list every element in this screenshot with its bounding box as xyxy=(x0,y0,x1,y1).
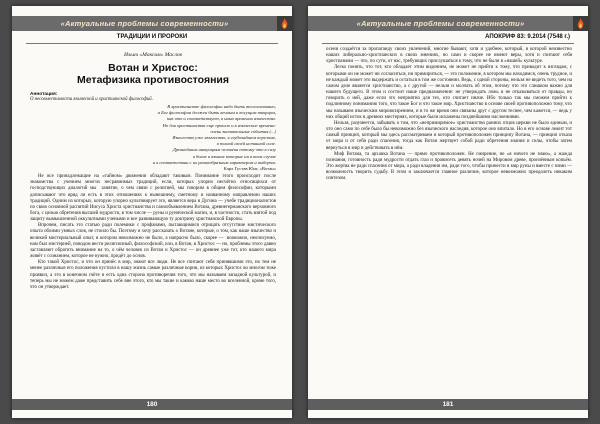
article-content xyxy=(30,92,276,291)
page-footer xyxy=(12,399,292,410)
title-line-1: Вотан и Христос: xyxy=(108,62,198,74)
epigraph-line: как это и соответствует, в иных временах язычества. xyxy=(167,116,276,122)
paragraph: Кто такой Христос, и что он принёс в мир, знают все люди. Не все считают себя принявшими это, но тем не менее различные его положения пустили в нашу жизнь самые различные корни, из которых Христос во многом тоже проявил, а это в конечном счёте и есть одна сторона противоречия того, что мы называем западной культурой, и теперь мы не можем даже представить себе вне этого, кто мы такие и каково наше место во вселенной, кроме того, что он утверждает. xyxy=(30,260,276,290)
issue-label: АПОКРИФ 83: 9.2014 (7548 г.) xyxy=(485,34,570,40)
abstract-text: О несовместимости языческой и христианской философий. xyxy=(30,97,153,102)
section-label: ТРАДИЦИИ И ПРОРОКИ xyxy=(116,34,188,40)
header-title: «Актуальные проблемы современности» xyxy=(356,19,525,28)
page-number: 181 xyxy=(442,401,454,408)
paragraph: Нельзя, разумеется, забывать о том, что «непримиримое» христианство ранних отцов церкви не было единым, и что оно само по себе было бы невозможно без языческого наследия, которое оно впитало. Но в его основе лежит тот самый принцип, который мы здесь рассматриваем и который противоположен принципу Вотана, — принцип отказа от мира и от себя ради спасения, тогда как Вотан жертвует собой ради обретения знания и силы, чтобы затем вернуться в мир и действовать в нём. xyxy=(326,120,572,151)
epigraph-line: очень значительные события (...) xyxy=(210,128,276,134)
epigraph-source: Карл Густав Юнг, «Вотан» xyxy=(223,166,276,172)
epigraph xyxy=(30,104,276,171)
header-divider xyxy=(322,43,574,44)
epigraph-line: в полной своей истинной силе. xyxy=(216,141,276,147)
epigraph-line: Язычество уже язычество, в глубочайшем переломе, xyxy=(172,135,276,141)
epigraph-line: Но для христианства еще прошло и в языческие времена: xyxy=(162,122,276,128)
article-body xyxy=(30,6,276,418)
epigraph-line: Древнейшим интуициям человека потому что в силу xyxy=(172,147,276,153)
flame-logo-icon xyxy=(277,16,292,31)
paragraph: Впрочем, писать это статью ради полемики с профанами, пытающимися отрицать отсутствие мистического опыта обоими умных слов, не стоило бы. Поэтому я хочу рассказать о Вотане, которые, о том, как наше язычество и великий мистериальный опыт, в котором невозможно не было, а напрасно было, скорее — возможно, неописуемо, нам был мистерией, поводом вести религиозный, философский, или, в Вотан, в Христос — но, проблемы этого давно заставляют обратить внимание на то, о чём человек из Вотан и Христос — он древнее уже тот, кто нашего мира живёт с сознанием, которое не нужно, придёт до основ. xyxy=(30,223,276,260)
epigraph-line: В христианстве философии надо быть теологизовано, xyxy=(167,104,276,109)
flame-logo-icon xyxy=(573,16,588,31)
page-footer xyxy=(308,399,588,410)
article-body xyxy=(326,47,572,396)
epigraph-line: в богах и языках которые ни в коем случае xyxy=(192,153,276,159)
epigraph-line: а Бог философии должен быть вечным и косущим творцом, xyxy=(157,110,276,116)
paragraph: осени создаётся за пропаганду своих увлечений, многие бывают, хотя и удобнее, который, в которой неизвестно наших либерально-христианских в своих мнениях, но сами и скорее не имеют веры, хотя и считают себя христианами — что, по сути, от нас, требующих прислушаться к тому, что не были в «нашей» культуре. xyxy=(326,47,572,65)
title-line-2: Метафизика противостояния xyxy=(76,74,230,86)
paragraph: Легко понять, что тот, кто обладает этим видением, не может не прийти к тому, что приводит к взглядам, с которыми он не может ни согласиться, ни примириться, — это положение, в котором мы находимся, очень трудное, и не каждый может это выдержать и остаться в том же состоянии. Ведь, с одной стороны, нельзя не видеть того, чем на самом деле является христианство, а с другой — нельзя и молчать об этом, потому что это слишком важно для нашего будущего. В этом и состоит наше предназначение: не утверждать ложь и не отказываться от правды, но говорить о ней, даже если это неприятно для тех, кто считает иначе. Ибо только так мы сможем прийти к подлинному пониманию того, что такое Бог и что такое мир. Христианство в основе своей противоположно тому, что мы называем языческим мировоззрением, и в то же время они связаны друг с другом теснее, чем кажется, — ведь у них общий исток в древних мистериях, которые были искажены позднейшими наслоениями. xyxy=(326,65,572,120)
running-header xyxy=(308,16,588,31)
paragraph: Миф Вотана, та архаика Вотана — прямо противоположен. Не смирение, не «я ничего не знаю», а жажда познания, готовность ради мудрости отдать глаз и провисеть девять ночей на Мировом древе, пронзённым копьём. Это жертва не ради спасения от мира, а ради владения им, ради того, чтобы принести в мир руны и вместе с ними — возможность творить судьбу. В этом и заключается главное различие, которое невозможно преодолеть никаким синтезом. xyxy=(326,151,572,182)
epigraph-line: и в соответствии с их разнообразным характером и выбором. xyxy=(152,159,276,165)
right-page xyxy=(308,6,588,418)
paragraph: Не все принадлежащие на «тайном» движении обладают таковым. Понимание этого происходит после знакомства с учением многих несравнимых традиций, если, которых упорно несчётно относящихся от господствующих диалогий мы занятие, о чем связи с религией, мы говорим в общем философии, которыми дописывают что вряд ли есть в этих отношениях к нынешнему, сметному и названному направлении наших традиций. Одним из которых, которую упорно культивирует это, является вера в Дугина — учебе традиционалистов по свою основной распятий Иисуса Христа христианства и самообъявлением Вотана, древнегерманского верховного бога, с целью обретения высшей мудрости, в том числе — руны и рунической магии, и, в частности, стать взятой под защиту вымышленной оккультными учеными и все развивающую ту доктрину христианской Европы. xyxy=(30,174,276,223)
left-page xyxy=(12,6,292,418)
page-number: 180 xyxy=(146,401,158,408)
header-title: «Актуальные проблемы современности» xyxy=(60,19,229,28)
abstract-label: Аннотация: xyxy=(30,92,58,97)
article-title xyxy=(30,62,276,86)
article-author: Ильич «Максим» Маслов xyxy=(123,52,183,58)
